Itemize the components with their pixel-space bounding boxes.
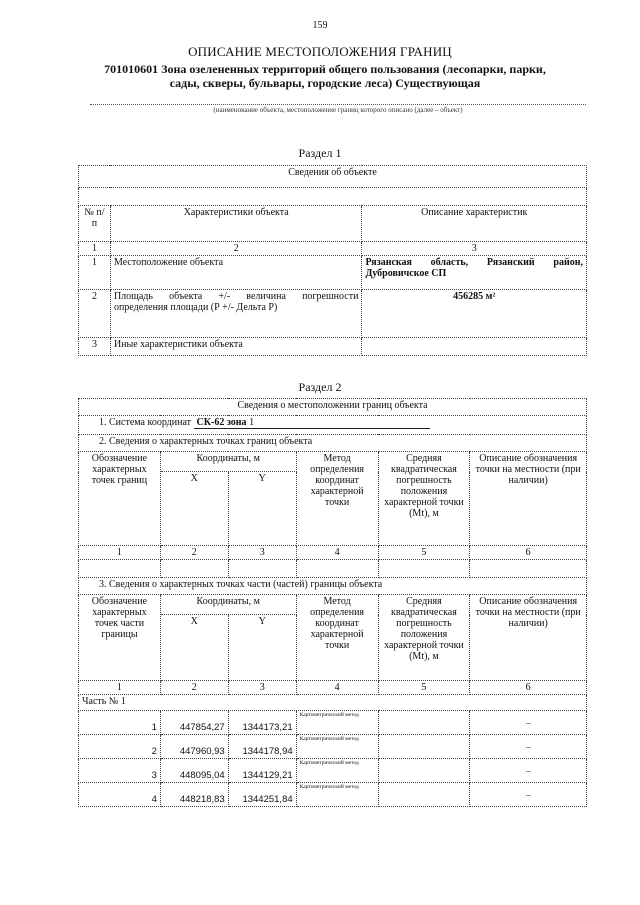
section2-heading: Раздел 2 [298, 380, 342, 394]
index-cell: 1 [79, 242, 111, 256]
point-x: 448095,04 [160, 759, 228, 783]
section2-table-title: Сведения о местоположении границ объекта [79, 399, 587, 416]
description-other [362, 338, 587, 356]
header-y: Y [228, 615, 296, 681]
empty-cell [228, 560, 296, 578]
header-x: X [160, 472, 228, 546]
point-accuracy [378, 783, 470, 807]
point-method: Картометрический метод [296, 759, 378, 783]
point-accuracy [378, 711, 470, 735]
object-name: 701010601 Зона озелененных территорий общего пользования (лесопарки, парки, сады, скверы, бульвары, городские леса) Существующая [104, 62, 546, 90]
point-accuracy [378, 735, 470, 759]
point-description: – [470, 759, 587, 783]
description-location: Рязанская область, Рязанский район, Дубровичское СП [362, 256, 587, 290]
header-point-description: Описание обозначения точки на местности (при наличии) [470, 452, 587, 546]
empty-cell [296, 560, 378, 578]
index-cell: 5 [378, 681, 470, 695]
header-x: X [160, 615, 228, 681]
empty-cell [470, 560, 587, 578]
table-row [79, 735, 587, 759]
coordinate-system-value: СК-62 зона [196, 417, 247, 428]
index-cell: 5 [378, 546, 470, 560]
page-number: 159 [312, 20, 328, 31]
table-row [79, 759, 587, 783]
index-cell: 3 [228, 681, 296, 695]
point-number: 4 [79, 783, 161, 807]
title-underline [90, 104, 586, 105]
point-method: Картометрический метод [296, 711, 378, 735]
point-number: 2 [79, 735, 161, 759]
empty-cell [79, 560, 161, 578]
parts-section-title: 3. Сведения о характерных точках части (частей) границы объекта [79, 578, 587, 595]
description-area: 456285 м² [362, 290, 587, 338]
index-cell: 4 [296, 681, 378, 695]
document-title: ОПИСАНИЕ МЕСТОПОЛОЖЕНИЯ ГРАНИЦ [188, 44, 452, 59]
point-y: 1344251,84 [228, 783, 296, 807]
index-cell: 2 [110, 242, 361, 256]
table-row [79, 711, 587, 735]
table-row [79, 783, 587, 807]
coordinate-system-label: 1. Система координат [99, 417, 192, 428]
point-y: 1344173,21 [228, 711, 296, 735]
header-description: Описание характеристик [362, 206, 587, 242]
header-y: Y [228, 472, 296, 546]
point-number: 1 [79, 711, 161, 735]
empty-cell [160, 560, 228, 578]
coordinate-system-field [194, 417, 430, 429]
header-designation: Обозначение характерных точек границ [79, 452, 161, 546]
header-accuracy: Средняя квадратическая погрешность положения характерной точки (Мt), м [378, 595, 470, 681]
characteristic-other: Иные характеристики объекта [110, 338, 361, 356]
header-characteristics: Характеристики объекта [110, 206, 361, 242]
coordinate-system-zone: 1 [249, 417, 255, 428]
object-note: (наименование объекта, местоположение границ которого описано (далее – объект) [213, 106, 463, 114]
header-method: Метод определения координат характерной точки [296, 595, 378, 681]
header-designation-part: Обозначение характерных точек части границы [79, 595, 161, 681]
section1-table [78, 165, 587, 356]
characteristic-location: Местоположение объекта [110, 256, 361, 290]
index-cell: 6 [470, 681, 587, 695]
header-accuracy: Средняя квадратическая погрешность положения характерной точки (Мt), м [378, 452, 470, 546]
row-number: 3 [79, 338, 111, 356]
point-y: 1344129,21 [228, 759, 296, 783]
header-point-description: Описание обозначения точки на местности (при наличии) [470, 595, 587, 681]
point-x: 447960,93 [160, 735, 228, 759]
header-method: Метод определения координат характерной точки [296, 452, 378, 546]
point-x: 448218,83 [160, 783, 228, 807]
section1-heading: Раздел 1 [298, 146, 342, 160]
points-section-title: 2. Сведения о характерных точках границ объекта [79, 435, 587, 452]
point-number: 3 [79, 759, 161, 783]
index-cell: 6 [470, 546, 587, 560]
coordinate-system-row [79, 416, 587, 435]
index-cell: 2 [160, 546, 228, 560]
spacer-row [79, 188, 587, 206]
empty-cell [378, 560, 470, 578]
part-label: Часть № 1 [79, 695, 587, 711]
index-cell: 3 [228, 546, 296, 560]
characteristic-area: Площадь объекта +/- величина погрешности определения площади (Р +/- Дельта Р) [110, 290, 361, 338]
point-method: Картометрический метод [296, 735, 378, 759]
point-description: – [470, 735, 587, 759]
index-cell: 2 [160, 681, 228, 695]
point-method: Картометрический метод [296, 783, 378, 807]
index-cell: 1 [79, 546, 161, 560]
point-accuracy [378, 759, 470, 783]
header-num: № п/п [79, 206, 111, 242]
header-coordinates: Координаты, м [160, 595, 296, 615]
index-cell: 1 [79, 681, 161, 695]
point-x: 447854,27 [160, 711, 228, 735]
row-number: 2 [79, 290, 111, 338]
point-description: – [470, 711, 587, 735]
index-cell: 3 [362, 242, 587, 256]
section2-table [78, 398, 587, 807]
point-y: 1344178,94 [228, 735, 296, 759]
header-coordinates: Координаты, м [160, 452, 296, 472]
index-cell: 4 [296, 546, 378, 560]
section1-table-title: Сведения об объекте [79, 166, 587, 188]
point-description: – [470, 783, 587, 807]
row-number: 1 [79, 256, 111, 290]
